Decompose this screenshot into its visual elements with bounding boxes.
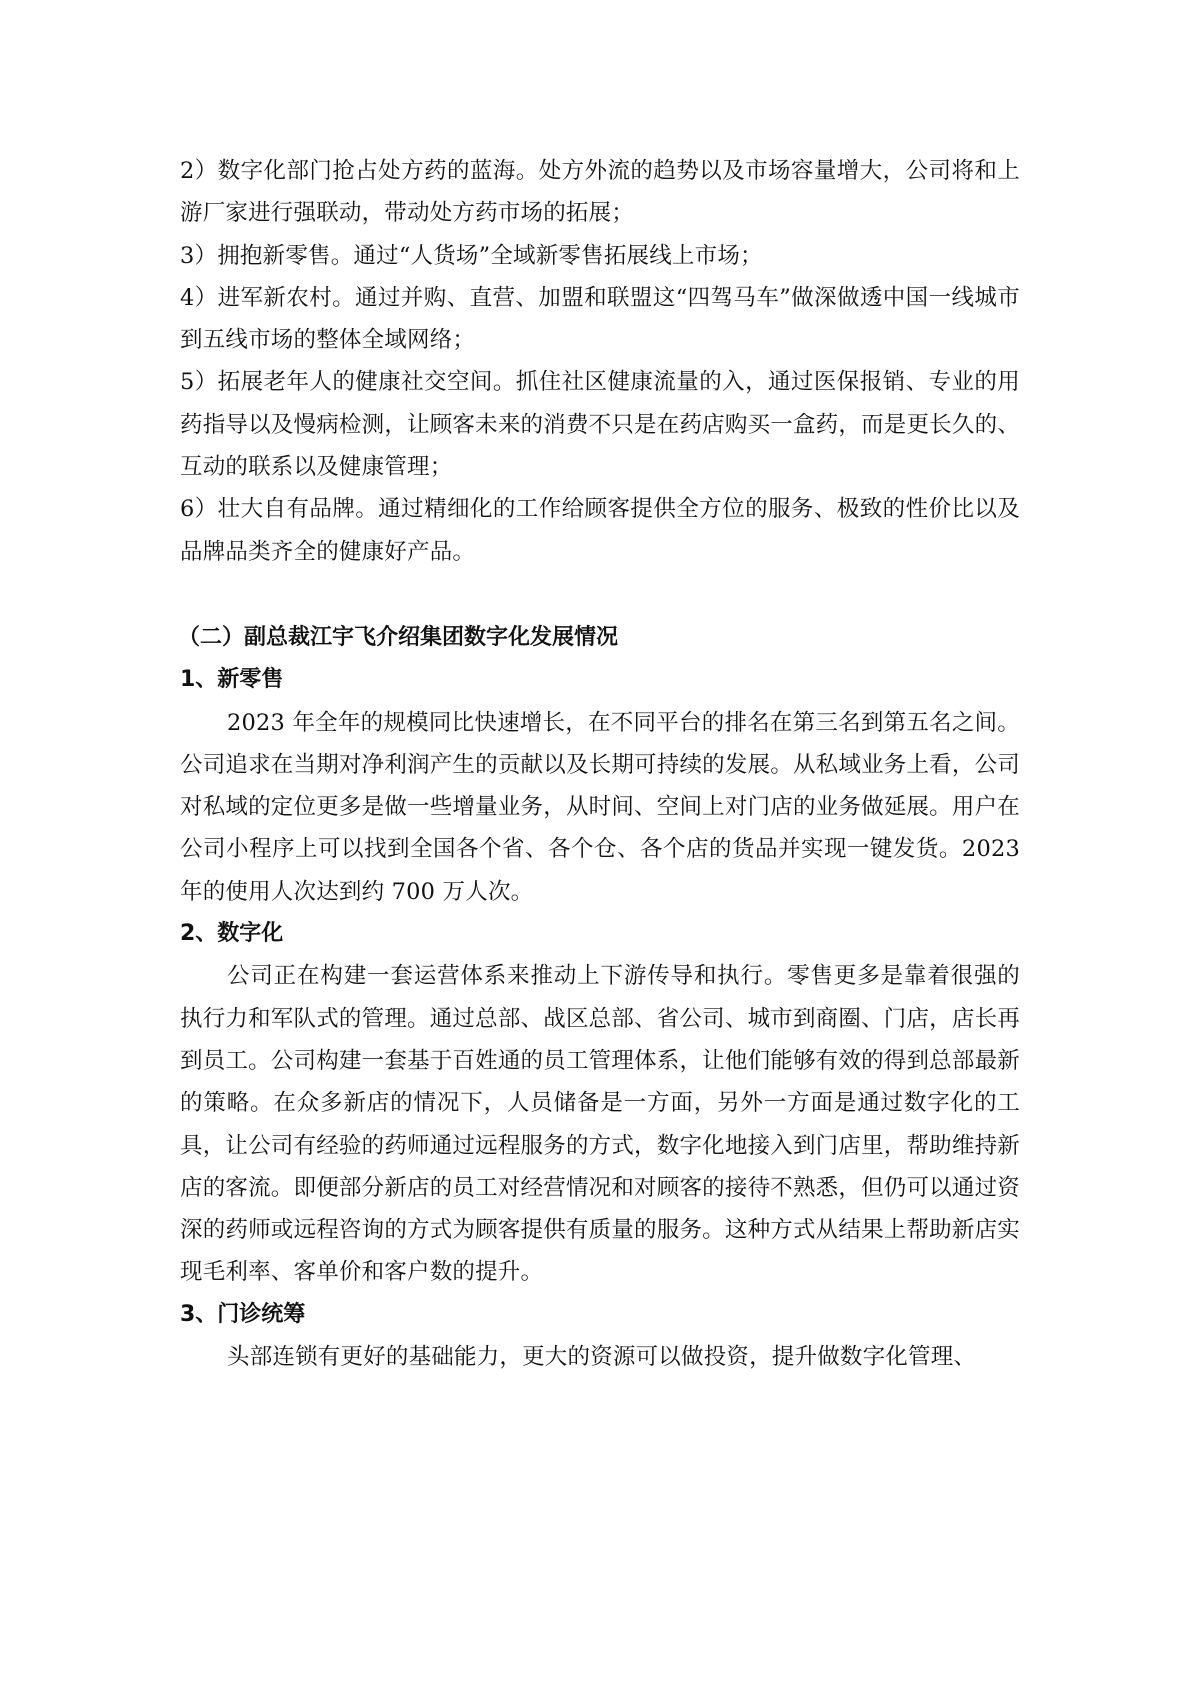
subsection-heading-new-retail: 1、新零售 xyxy=(180,667,284,693)
subsection-body-outpatient: 头部连锁有更好的基础能力，更大的资源可以做投资，提升做数字化管理、 xyxy=(227,1344,977,1371)
list-item-2: 2）数字化部门抢占处方药的蓝海。处方外流的趋势以及市场容量增大，公司将和上游厂家进行强联动，带动处方药市场的拓展； xyxy=(180,158,1020,227)
section-title: （二）副总裁江宇飞介绍集团数字化发展情况 xyxy=(178,624,619,650)
subsection-heading-outpatient: 3、门诊统筹 xyxy=(180,1301,306,1327)
list-item-5: 5）拓展老年人的健康社交空间。抓住社区健康流量的入，通过医保报销、专业的用药指导以及慢病检测，让顾客未来的消费不只是在药店购买一盒药，而是更长久的、互动的联系以及健康管理； xyxy=(180,369,1020,481)
list-item-4: 4）进军新农村。通过并购、直营、加盟和联盟这“四驾马车”做深做透中国一线城市到五线市场的整体全域网络； xyxy=(180,284,1020,354)
list-item-3: 3）拥抱新零售。通过“人货场”全域新零售拓展线上市场； xyxy=(180,242,763,269)
page-content xyxy=(180,150,1020,1378)
subsection-body-new-retail: 2023 年全年的规模同比快速增长，在不同平台的排名在第三名到第五名之间。公司追求在当期对净利润产生的贡献以及长期可持续的发展。从私域业务上看，公司对私域的定位更多是做一些增量业务，从时间、空间上对门店的业务做延展。用户在公司小程序上可以找到全国各个省、各个仓、各个店的货品并实现一键发货。2023 年的使用人次达到约 700 万人次。 xyxy=(180,709,1020,905)
subsection-body-digitalization: 公司正在构建一套运营体系来推动上下游传导和执行。零售更多是靠着很强的执行力和军队式的管理。通过总部、战区总部、省公司、城市到商圈、门店，店长再到员工。公司构建一套基于百姓通的员工管理体系，让他们能够有效的得到总部最新的策略。在众多新店的情况下，人员储备是一方面，另外一方面是通过数字化的工具，让公司有经验的药师通过远程服务的方式，数字化地接入到门店里，帮助维持新店的客流。即便部分新店的员工对经营情况和对顾客的接待不熟悉，但仍可以通过资深的药师或远程咨询的方式为顾客提供有质量的服务。这种方式从结果上帮助新店实现毛利率、客单价和客户数的提升。 xyxy=(180,963,1020,1286)
list-item-6: 6）壮大自有品牌。通过精细化的工作给顾客提供全方位的服务、极致的性价比以及品牌品类齐全的健康好产品。 xyxy=(180,496,1020,565)
subsection-heading-digitalization: 2、数字化 xyxy=(180,921,284,947)
